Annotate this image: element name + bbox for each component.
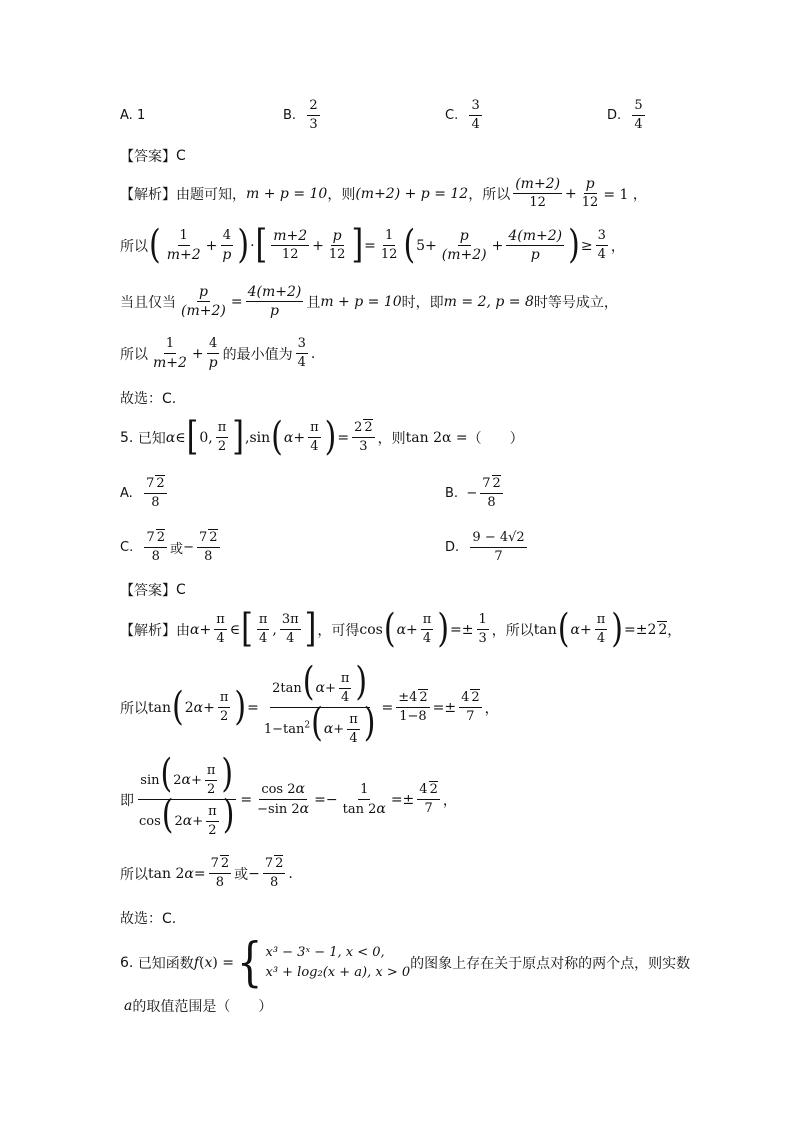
q5-solution-line2: 所以 tan ( 2 α + $\frac{\pi}{2}$ ) = 2tan(α+ $\frac{\pi}{4}$ ) $1-\tan^2(\alpha+$ $\frac{\pi}{4}$ ) = $\frac{\pm 4 2}{1-8}$ =± $\frac{4 2}{7}$ ， — [120, 659, 499, 747]
q6-stem: 6. 已知函数 f ( x ) = { x³ − 3ˣ − 1, x < 0, x³ + log₂(x + a), x > 0 的图象上存在关于原点对称的两个点，则实数 — [120, 933, 691, 993]
q4-choose: 故选：C. — [120, 391, 177, 407]
q4-option-a — [120, 108, 145, 123]
q5-choose: 故选：C. — [120, 911, 177, 927]
q4-solution-line2: 所以 ( $\frac{1}{m+2}$ + $\frac{4}{p}$ ) · [ $\frac{m+2}{12}$ + $\frac{p}{12}$ ] = $\frac{1}{12}$ ( 5+ $\frac{p}{(m+2)}$ + $\frac{4(m+2)}{p}$ ) ≥ $\frac{3}{4}$ ， — [120, 222, 625, 268]
q4-option-b — [283, 98, 323, 133]
q4-solution-line4: 所以 $\frac{1}{m+2}$ + $\frac{4}{p}$ 的最小值为 $\frac{3}{4}$ . — [120, 336, 316, 371]
q4-answer: 【答案】 C — [120, 148, 186, 165]
q4-solution-line3: 当且仅当 $\frac{p}{(m+2)}$ = $\frac{4(m+2)}{p}$ 且 m + p = 10 时，即 m = 2, p = 8 时等号成立， — [120, 284, 618, 319]
q4-option-a-value: 1 — [136, 108, 146, 123]
q5-answer: 【答案】 C — [120, 582, 186, 599]
q5-stem: 5. 已知 α ∈ [ 0, $\frac{\pi}{2}$ ] , sin ( α + $\frac{\pi}{4}$ ) = $\frac{2 2}{3}$ ，则 tan 2α = （ ） — [120, 414, 524, 460]
q4-option-b-label: B. — [283, 108, 297, 123]
q5-option-b: B. − $\frac{7 2}{8}$ — [445, 476, 501, 510]
q4-option-c-fraction: $\frac{3}{4}$ — [471, 98, 480, 132]
q6-stem-line2: a 的取值范围是（ ） — [124, 998, 273, 1015]
q4-option-c — [445, 98, 485, 133]
q5-solution-line4: 所以 tan 2 α = $\frac{7 2}{8}$ 或 − $\frac{7 2}{8}$ . — [120, 856, 293, 890]
q5-option-a: A. $\frac{7 2}{8}$ — [120, 476, 165, 510]
q4-option-b-fraction: $\frac{2}{3}$ — [309, 98, 318, 132]
q4-option-d — [607, 98, 648, 133]
q4-option-d-label: D. — [607, 108, 622, 123]
q5-option-c: C. $\frac{7 2}{8}$ 或 − $\frac{7 2}{8}$ — [120, 530, 218, 564]
q4-option-a-label: A. — [120, 108, 133, 123]
q4-option-d-fraction: $\frac{5}{4}$ — [634, 98, 643, 132]
q4-solution-line1: 【解析】 由题可知， m + p = 10 ，则 (m+2) + p = 12 ，所以 $\frac{(m+2)}{12}$ + $\frac{p}{12}$ = 1 ， — [120, 176, 647, 210]
q5-option-d: D. $\frac{9 - 4√2}{7}$ — [445, 530, 525, 564]
q4-option-c-label: C. — [445, 108, 459, 123]
q5-solution-line1: 【解析】 由 α + $\frac{\pi}{4}$ ∈ [ $\frac{\pi}{4}$ , $\frac{3\pi}{4}$ ] ，可得 cos ( α + $\frac{\pi}{4}$ ) =± $\frac{1}{3}$ ，所以 tan ( α + $\frac{\pi}{4}$ ) =±2 2 ， — [120, 606, 682, 652]
q5-solution-line3: 即 sin(2α+ $\frac{\pi}{2}$ ) cos(2α+ $\frac{\pi}{2}$ ) = $\frac{\cos 2\alpha}{-\sin 2\alpha}$ =− $\frac{1}{\tan 2\alpha}$ =± $\frac{4 2}{7}$ ， — [120, 751, 457, 839]
